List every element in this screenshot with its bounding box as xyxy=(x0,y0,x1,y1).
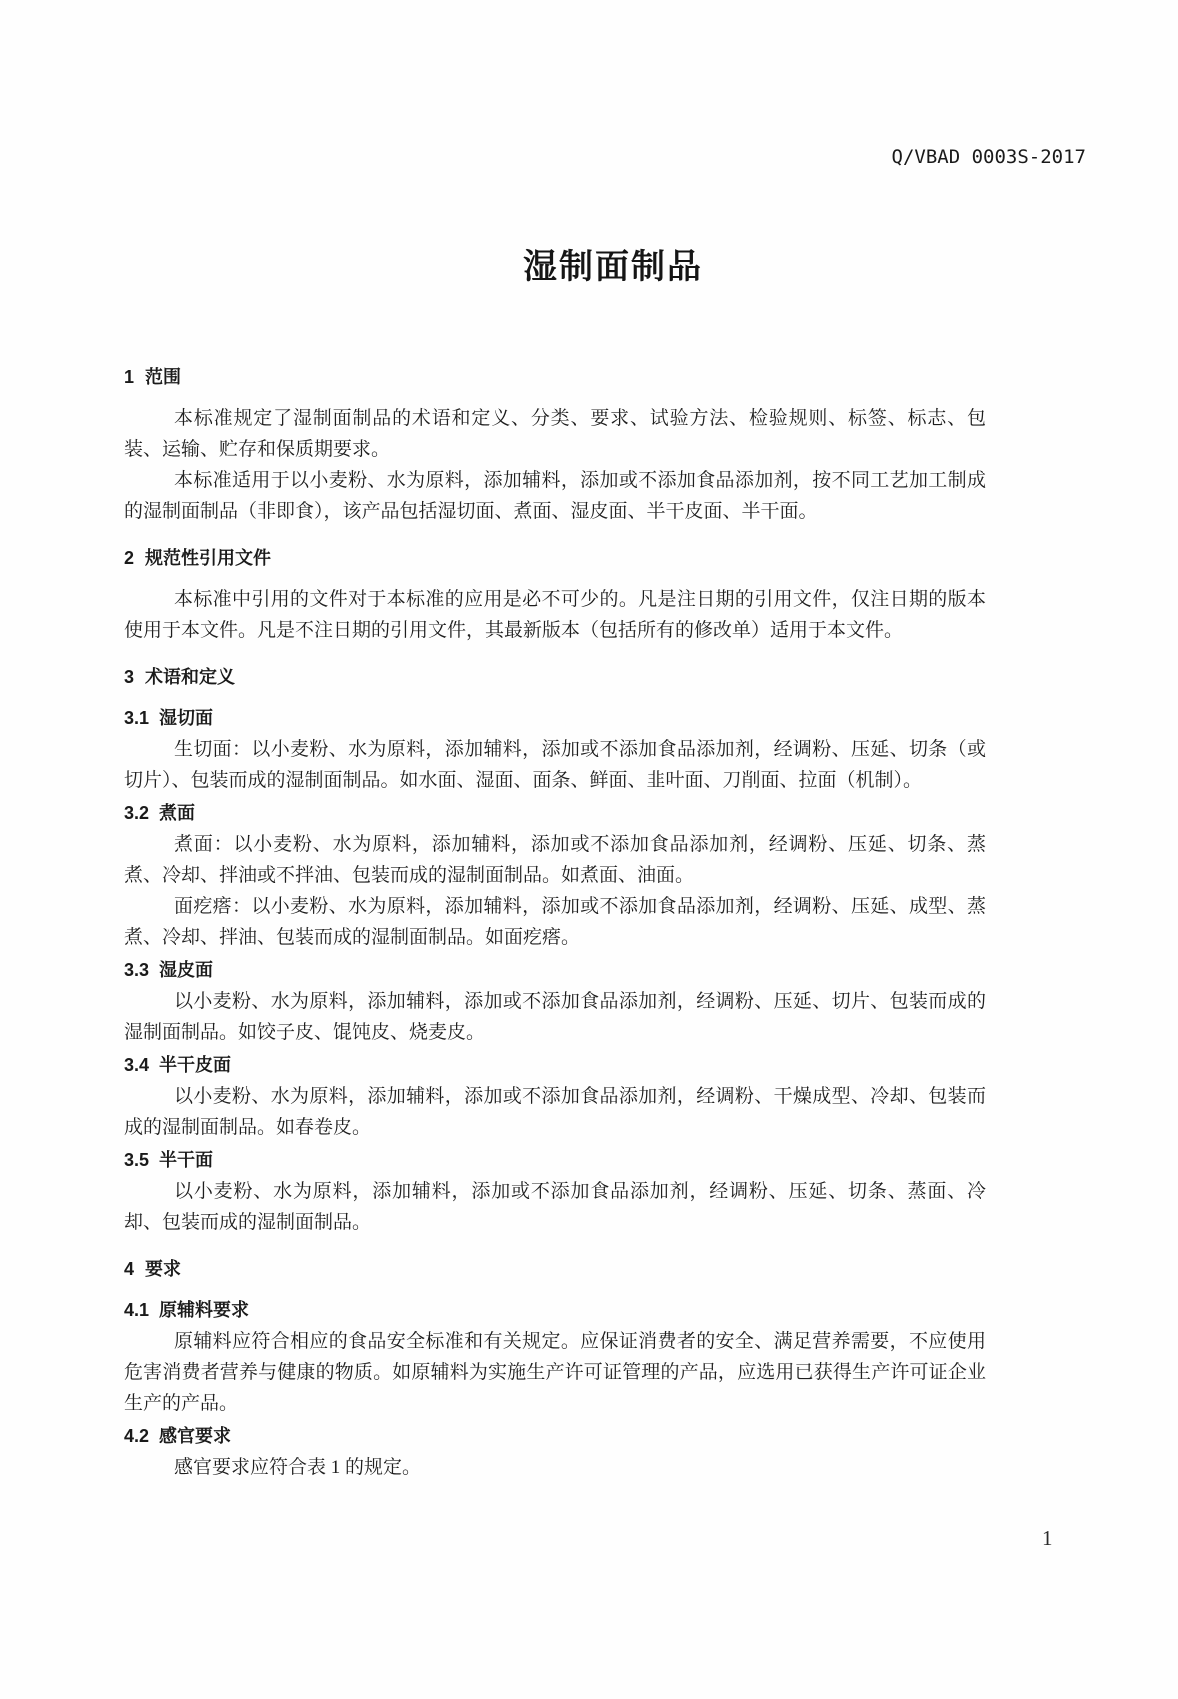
section-3-2-paragraph-2: 面疙瘩：以小麦粉、水为原料，添加辅料，添加或不添加食品添加剂，经调粉、压延、成型、蒸煮、冷却、拌油、包装而成的湿制面制品。如面疙瘩。 xyxy=(124,896,986,948)
section-3-2-paragraph-1: 煮面：以小麦粉、水为原料，添加辅料，添加或不添加食品添加剂，经调粉、压延、切条、蒸煮、冷却、拌油或不拌油、包装而成的湿制面制品。如煮面、油面。 xyxy=(124,834,986,886)
section-1-paragraph-2: 本标准适用于以小麦粉、水为原料，添加辅料，添加或不添加食品添加剂，按不同工艺加工制成的湿制面制品（非即食），该产品包括湿切面、煮面、湿皮面、半干皮面、半干面。 xyxy=(124,470,986,522)
section-3-4-paragraph-1: 以小麦粉、水为原料，添加辅料，添加或不添加食品添加剂，经调粉、干燥成型、冷却、包装而成的湿制面制品。如春卷皮。 xyxy=(124,1086,986,1138)
section-3-4-heading: 3.4 半干皮面 xyxy=(124,1055,232,1075)
section-4-1-paragraph-1: 原辅料应符合相应的食品安全标准和有关规定。应保证消费者的安全、满足营养需要，不应使用危害消费者营养与健康的物质。如原辅料为实施生产许可证管理的产品，应选用已获得生产许可证企业生产的产品。 xyxy=(124,1331,986,1414)
section-3-3-heading: 3.3 湿皮面 xyxy=(124,960,214,980)
section-4-2-heading: 4.2 感官要求 xyxy=(124,1426,232,1446)
section-1-paragraph-1: 本标准规定了湿制面制品的术语和定义、分类、要求、试验方法、检验规则、标签、标志、包装、运输、贮存和保质期要求。 xyxy=(124,408,986,460)
section-3-1-paragraph-1: 生切面：以小麦粉、水为原料，添加辅料，添加或不添加食品添加剂，经调粉、压延、切条（或切片）、包装而成的湿制面制品。如水面、湿面、面条、鲜面、韭叶面、刀削面、拉面（机制）。 xyxy=(124,739,986,791)
section-3-1-heading: 3.1 湿切面 xyxy=(124,708,214,728)
section-3-heading: 3 术语和定义 xyxy=(124,667,236,687)
page-title: 湿制面制品 xyxy=(523,248,703,286)
section-3-2-heading: 3.2 煮面 xyxy=(124,803,196,823)
section-4-1-heading: 4.1 原辅料要求 xyxy=(124,1300,250,1320)
section-3-5-heading: 3.5 半干面 xyxy=(124,1150,214,1170)
document-content xyxy=(124,0,986,1483)
section-4-2-paragraph-1: 感官要求应符合表 1 的规定。 xyxy=(174,1457,422,1478)
section-4-heading: 4 要求 xyxy=(124,1259,182,1279)
section-1-heading: 1 范围 xyxy=(124,367,182,387)
page-number: 1 xyxy=(1042,1526,1053,1550)
section-2-paragraph-1: 本标准中引用的文件对于本标准的应用是必不可少的。凡是注日期的引用文件，仅注日期的版本使用于本文件。凡是不注日期的引用文件，其最新版本（包括所有的修改单）适用于本文件。 xyxy=(124,589,986,641)
section-3-3-paragraph-1: 以小麦粉、水为原料，添加辅料，添加或不添加食品添加剂，经调粉、压延、切片、包装而成的湿制面制品。如饺子皮、馄饨皮、烧麦皮。 xyxy=(124,991,986,1043)
section-2-heading: 2 规范性引用文件 xyxy=(124,548,272,568)
section-3-5-paragraph-1: 以小麦粉、水为原料，添加辅料，添加或不添加食品添加剂，经调粉、压延、切条、蒸面、冷却、包装而成的湿制面制品。 xyxy=(124,1181,986,1233)
doc-number: Q/VBAD 0003S-2017 xyxy=(891,146,1086,168)
